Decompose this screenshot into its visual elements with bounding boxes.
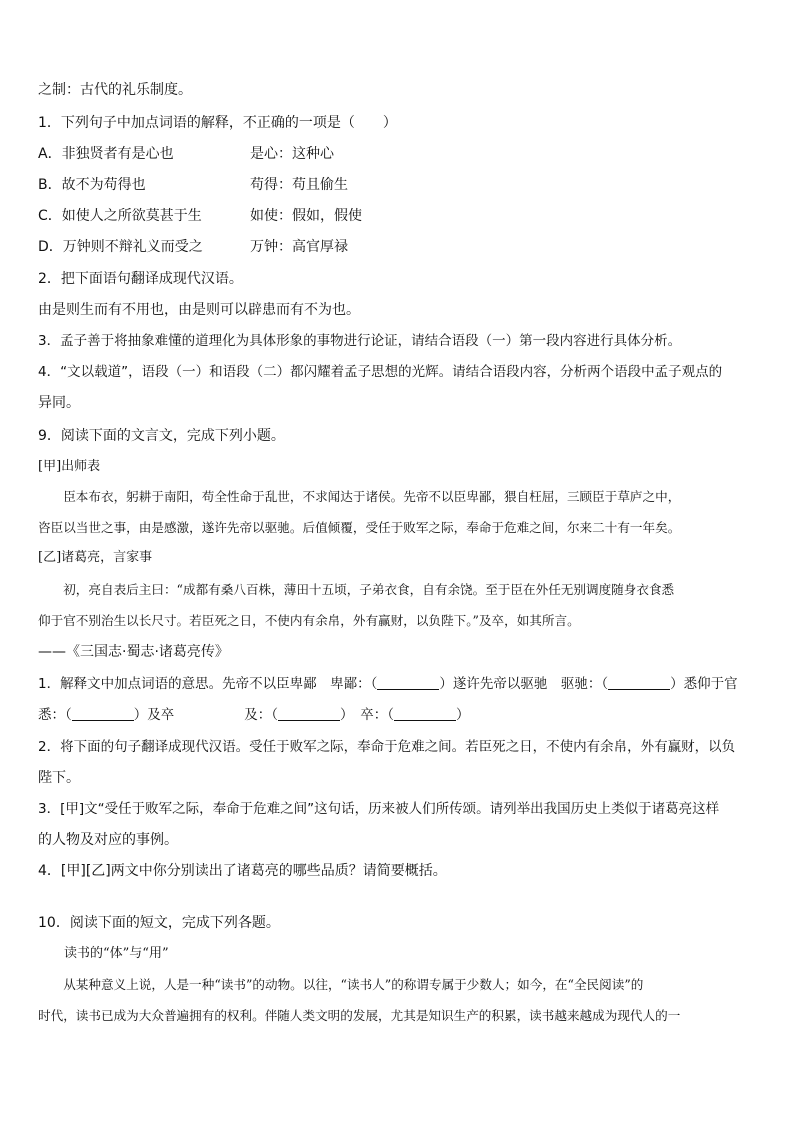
text-segment: ）遂许先帝以驱驰 驱驰：（ [439, 676, 609, 692]
passage-line: 咨臣以当世之事，由是感激，遂许先帝以驱驰。后值倾覆，受任于败军之际，奉命于危难之间，尔来二十有一年矣。 [38, 520, 681, 535]
source-citation: ——《三国志·蜀志·诸葛亮传》 [38, 644, 229, 660]
question-1: 1．下列句子中加点词语的解释，不正确的一项是（ ） [38, 115, 397, 131]
answer-blank[interactable] [608, 675, 670, 690]
option-letter: C． [38, 208, 62, 224]
text-segment: ）悉仰于官 [670, 676, 738, 692]
passage-line: 初，亮自表后主曰：“成都有桑八百株，薄田十五顷，子弟衣食，自有余饶。至于臣在外任无别调度随身衣食悉 [38, 582, 675, 597]
answer-blank[interactable] [394, 706, 456, 721]
option-gloss: 是心：这种心 [250, 146, 334, 162]
passage-heading: [乙]诸葛亮，言家事 [38, 550, 153, 565]
text-line: 之制：古代的礼乐制度。 [38, 82, 192, 98]
answer-blank[interactable] [72, 706, 134, 721]
question-10: 10．阅读下面的短文，完成下列各题。 [38, 915, 280, 931]
essay-line: 从某种意义上说，人是一种“读书”的动物。以往，“读书人”的称谓专属于少数人；如今，在“全民阅读”的 [38, 977, 644, 992]
option-sentence: 如使人之所欲莫甚于生 [61, 208, 202, 224]
passage-line: 仰于官不别治生以长尺寸。若臣死之日，不使内有余帛，外有赢财，以负陛下。”及卒，如其所言。 [38, 613, 580, 628]
option-sentence: 故不为苟得也 [61, 177, 146, 193]
option-sentence: 非独贤者有是心也 [61, 146, 174, 162]
option-gloss: 如使：假如，假使 [250, 208, 362, 224]
option-gloss: 万钟：高官厚禄 [250, 239, 348, 255]
passage-heading: [甲]出师表 [38, 459, 101, 474]
question-3: 3．[甲]文“受任于败军之际，奉命于危难之间”这句话，历来被人们所传颂。请列举出我国历史上类似于诸葛亮这样 [38, 801, 720, 817]
option-sentence: 万钟则不辩礼义而受之 [62, 239, 203, 255]
text-line: 异同。 [38, 395, 80, 411]
answer-blank[interactable] [278, 706, 340, 721]
text-segment: ） 卒：（ [340, 707, 394, 723]
question-1-fill [38, 674, 738, 694]
option-letter: A． [38, 146, 62, 162]
question-4: 4．[甲][乙]两文中你分别读出了诸葛亮的哪些品质？请简要概括。 [38, 863, 447, 879]
text-line: 陛下。 [38, 770, 80, 786]
essay-title: 读书的“体”与“用” [38, 946, 169, 961]
passage-line: 臣本布衣，躬耕于南阳，苟全性命于乱世，不求闻达于诸侯。先帝不以臣卑鄙，猥自枉屈，三顾臣于草庐之中， [38, 489, 681, 504]
question-2: 2．把下面语句翻译成现代汉语。 [38, 271, 243, 287]
question-4: 4．“文以载道”，语段（一）和语段（二）都闪耀着孟子思想的光辉。请结合语段内容，分析两个语段中孟子观点的 [38, 364, 723, 380]
option-letter: B． [38, 177, 62, 193]
text-line: 的人物及对应的事例。 [38, 832, 178, 848]
text-segment: 悉：（ [38, 707, 72, 723]
option-letter: D． [38, 239, 63, 255]
text-segment: ） [456, 707, 470, 723]
answer-blank[interactable] [377, 675, 439, 690]
text-line: 由是则生而有不用也，由是则可以辟患而有不为也。 [38, 302, 360, 318]
text-segment: ）及卒 [133, 707, 175, 723]
question-2: 2．将下面的句子翻译成现代汉语。受任于败军之际，奉命于危难之间。若臣死之日，不使内有余帛，外有赢财，以负 [38, 739, 736, 755]
essay-line: 时代，读书已成为大众普遍拥有的权利。伴随人类文明的发展，尤其是知识生产的积累，读书越来越成为现代人的一 [38, 1008, 681, 1023]
text-segment: 及：（ [244, 707, 278, 723]
option-gloss: 苟得：苟且偷生 [250, 177, 348, 193]
question-3: 3．孟子善于将抽象难懂的道理化为具体形象的事物进行论证，请结合语段（一）第一段内容进行具体分析。 [38, 333, 682, 349]
question-1-fill [38, 705, 470, 725]
question-9: 9．阅读下面的文言文，完成下列小题。 [38, 428, 285, 444]
text-segment: 1．解释文中加点词语的意思。先帝不以臣卑鄙 卑鄙：（ [38, 676, 378, 692]
